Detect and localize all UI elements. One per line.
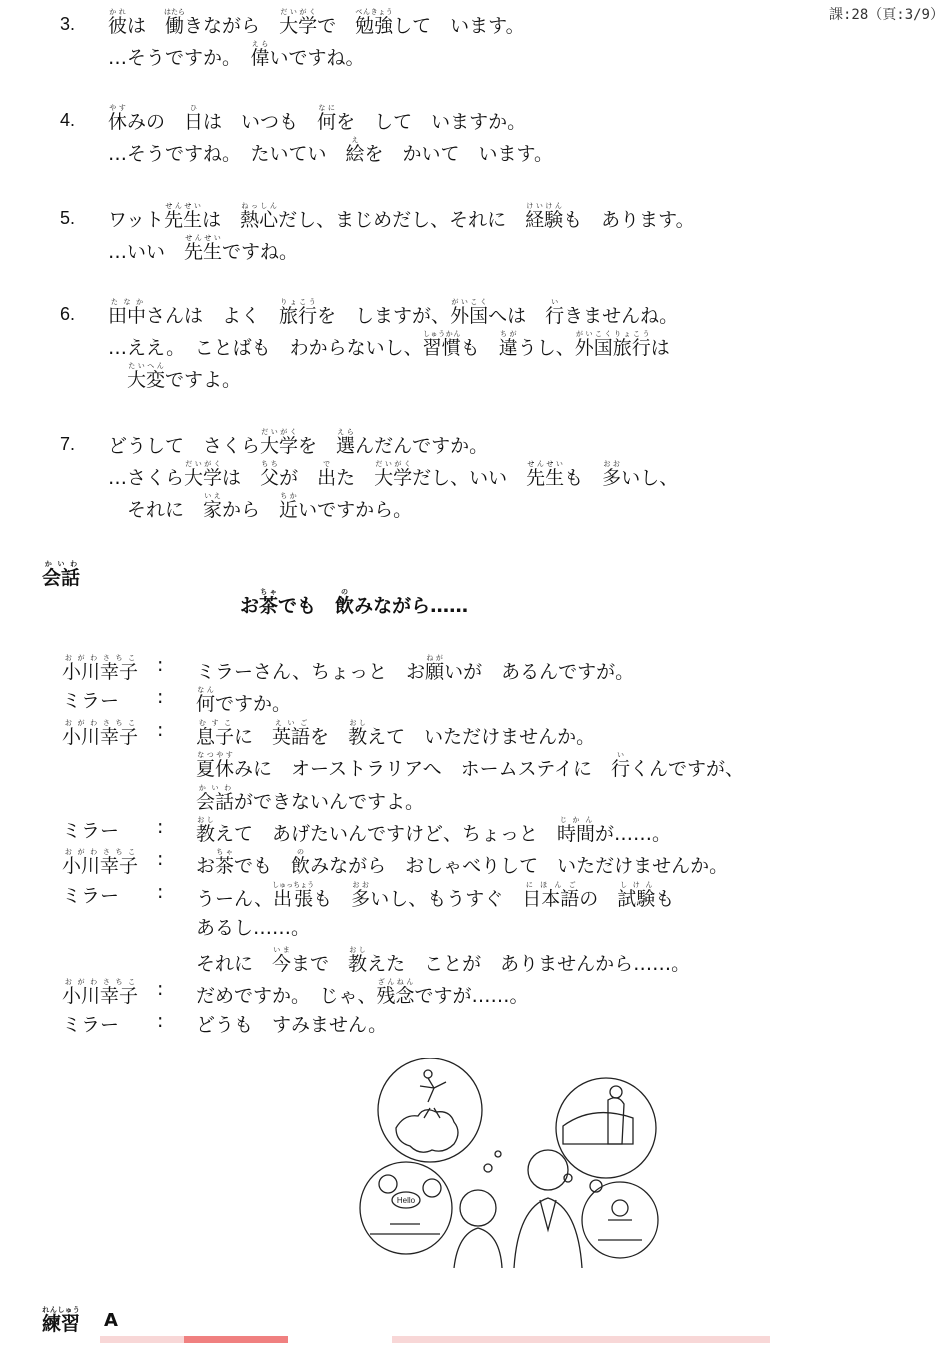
- example-line: 彼かれは 働はたらきながら 大学だいがくで 勉強べんきょうして います。: [108, 8, 525, 37]
- furigana-word: 先生せんせい: [526, 460, 565, 489]
- highlight-bar-3: [392, 1336, 770, 1343]
- furigana-word: 出で: [317, 460, 337, 489]
- furigana-word: 違ちが: [498, 330, 518, 359]
- dialogue-text: あるし……。: [196, 917, 311, 940]
- furigana-word: 外国がいこく: [450, 298, 489, 327]
- furigana-word: 旅行りょこう: [279, 298, 318, 327]
- furigana-word: 熱心ねっしん: [240, 202, 279, 231]
- speaker-name: [62, 719, 157, 749]
- dialogue-text: 教おしえて あげたいんですけど、ちょっと 時間じかんが……。: [196, 816, 672, 845]
- speaker-name: ミラー: [62, 884, 120, 907]
- dialogue-text: それに 今いままで 教おしえた ことが ありませんから……。: [196, 945, 691, 975]
- furigana-word: 休やす: [108, 104, 128, 133]
- dialogue-text: ミラーさん、ちょっと お願ねがいが あるんですが。: [196, 654, 635, 683]
- example-line: 大変たいへんですよ。: [127, 362, 242, 391]
- example-line: 田中たなかさんは よく 旅行りょこうを しますが、外国がいこくへは 行いきませんね。: [108, 298, 679, 327]
- speaker-colon: :: [157, 978, 164, 1000]
- furigana-word: 息子むすこ: [196, 718, 235, 748]
- example-line: ワット先生せんせいは 熱心ねっしんだし、まじめだし、それに 経験けいけんも あります。: [108, 202, 695, 231]
- example-line: …ええ。 ことばも わからないし、習慣しゅうかんも 違ちがうし、外国がいこく旅行りょこうは: [108, 330, 670, 359]
- furigana-word: 経験けいけん: [525, 202, 564, 231]
- furigana-word: 大学だいがく: [260, 428, 299, 457]
- furigana-word: 今いま: [272, 945, 292, 975]
- furigana-word: 小川幸子おがわさちこ: [62, 978, 139, 1007]
- example-line: …そうですか。 偉えらいですね。: [108, 40, 365, 69]
- furigana-word: 時間じかん: [557, 816, 596, 845]
- dialogue-text: うーん、出張しゅっちょうも 多おおいし、もうすぐ 日本語にほんごの 試験しけんも: [196, 880, 675, 910]
- speaker-colon: :: [157, 654, 164, 676]
- example-number: 5.: [60, 208, 76, 228]
- furigana-word: 家いえ: [203, 492, 223, 521]
- speaker-name: ミラー: [62, 690, 120, 713]
- renshu-label: A: [104, 1310, 118, 1331]
- furigana-word: 大学だいがく: [374, 460, 413, 489]
- furigana-word: 先生せんせい: [164, 202, 203, 231]
- furigana-word: 行い: [610, 751, 630, 781]
- furigana-word: 残念ざんねん: [376, 978, 415, 1007]
- furigana-word: 飲の: [335, 588, 355, 617]
- kaiwa-heading: [42, 560, 80, 590]
- furigana-word: 行い: [545, 298, 565, 327]
- furigana-word: 近ちか: [279, 492, 299, 521]
- dialogue-text: 何なんですか。: [196, 686, 292, 716]
- furigana-word: 先生せんせい: [184, 234, 223, 263]
- example-line: …そうですね。 たいてい 絵えを かいて います。: [108, 136, 554, 165]
- furigana-word: 彼かれ: [108, 8, 128, 37]
- furigana-word: 茶ちゃ: [215, 848, 235, 878]
- speaker-name: ミラー: [62, 820, 120, 842]
- furigana-word: 多おお: [602, 460, 622, 489]
- dialogue-text: お茶ちゃでも 飲のみながら おしゃべりして いただけませんか。: [196, 848, 729, 878]
- furigana-word: 練習れんしゅう: [42, 1306, 81, 1335]
- furigana-word: 飲の: [291, 848, 311, 878]
- furigana-word: 教おし: [348, 718, 368, 748]
- furigana-word: 日本語にほんご: [522, 880, 580, 910]
- conversation-illustration: [358, 1058, 668, 1268]
- australia-map-shape: [396, 1110, 458, 1153]
- dialogue-text: どうも すみません。: [196, 1014, 388, 1037]
- furigana-word: 小川幸子おがわさちこ: [62, 654, 139, 683]
- furigana-word: 茶ちゃ: [259, 588, 279, 617]
- furigana-word: 何なん: [196, 686, 216, 716]
- furigana-word: 選えら: [336, 428, 356, 457]
- furigana-word: 会話かいわ: [42, 560, 81, 589]
- speaker-colon: :: [157, 848, 164, 871]
- woman-figure: [460, 1190, 496, 1226]
- example-number: 4.: [60, 110, 76, 130]
- furigana-word: 多おお: [351, 880, 371, 910]
- furigana-word: 教おし: [196, 816, 216, 845]
- speaker-colon: :: [157, 1010, 164, 1033]
- speaker-name: ミラー: [62, 1014, 120, 1037]
- furigana-word: 働はたら: [164, 8, 186, 37]
- dialogue-text: だめですか。 じゃ、残念ざんねんですが……。: [196, 978, 529, 1007]
- highlight-bar-1: [100, 1336, 184, 1343]
- furigana-word: 夏休なつやす: [196, 751, 235, 781]
- dialogue-text: 息子むすこに 英語えいごを 教おしえて いただけませんか。: [196, 718, 596, 748]
- furigana-word: 願ねが: [425, 654, 445, 683]
- furigana-word: 英語えいご: [272, 718, 311, 748]
- dialogue-text: 夏休なつやすみに オーストラリアへ ホームステイに 行いくんですが、: [196, 751, 745, 781]
- example-line: …さくら大学だいがくは 父ちちが 出でた 大学だいがくだし、いい 先生せんせいも 多おおいし、: [108, 460, 679, 489]
- furigana-word: 田中たなか: [108, 298, 147, 327]
- speaker-colon: :: [157, 718, 164, 741]
- furigana-word: 出張しゅっちょう: [272, 880, 315, 910]
- highlight-bar-2: [184, 1336, 288, 1343]
- furigana-word: 勉強べんきょう: [355, 8, 394, 37]
- renshu-heading: [42, 1306, 80, 1336]
- speech-bubble-text: Hello: [396, 1196, 416, 1205]
- furigana-word: 絵え: [345, 136, 365, 165]
- furigana-word: 教おし: [348, 945, 368, 975]
- furigana-word: 大学だいがく: [279, 8, 318, 37]
- furigana-word: 外国がいこく: [574, 330, 613, 359]
- furigana-word: 大変たいへん: [127, 362, 166, 391]
- furigana-word: 旅行りょこう: [612, 330, 651, 359]
- example-number: 6.: [60, 304, 76, 324]
- speaker-colon: :: [157, 880, 164, 903]
- speaker-name: [62, 848, 157, 878]
- furigana-word: 日ひ: [184, 104, 204, 133]
- speaker-colon: :: [157, 686, 164, 709]
- conversation-title: お茶ちゃでも 飲のみながら……: [240, 588, 469, 617]
- example-line: どうして さくら大学だいがくを 選えらんだんですか。: [108, 428, 489, 457]
- page-indicator: 課:28（頁:3/9）: [828, 7, 944, 23]
- furigana-word: 偉えら: [250, 40, 270, 69]
- furigana-word: 小川幸子おがわさちこ: [62, 848, 139, 878]
- example-line: 休やすみの 日ひは いつも 何なにを して いますか。: [108, 104, 527, 133]
- man-figure: [528, 1150, 568, 1190]
- furigana-word: 大学だいがく: [184, 460, 223, 489]
- example-number: 7.: [60, 434, 76, 454]
- speaker-name: [62, 654, 157, 684]
- furigana-word: 会話かいわ: [196, 783, 235, 813]
- example-line: それに 家いえから 近ちかいですから。: [108, 492, 413, 521]
- furigana-word: 試験しけん: [617, 880, 656, 910]
- example-line: …いい 先生せんせいですね。: [108, 234, 299, 263]
- furigana-word: 父ちち: [260, 460, 280, 489]
- thought-bubble-business: [556, 1078, 656, 1178]
- speaker-name: [62, 978, 157, 1008]
- speaker-colon: :: [157, 816, 164, 838]
- furigana-word: 何なに: [317, 104, 337, 133]
- example-number: 3.: [60, 14, 76, 34]
- furigana-word: 小川幸子おがわさちこ: [62, 718, 139, 748]
- dialogue-text: 会話かいわができないんですよ。: [196, 783, 425, 813]
- furigana-word: 習慣しゅうかん: [422, 330, 461, 359]
